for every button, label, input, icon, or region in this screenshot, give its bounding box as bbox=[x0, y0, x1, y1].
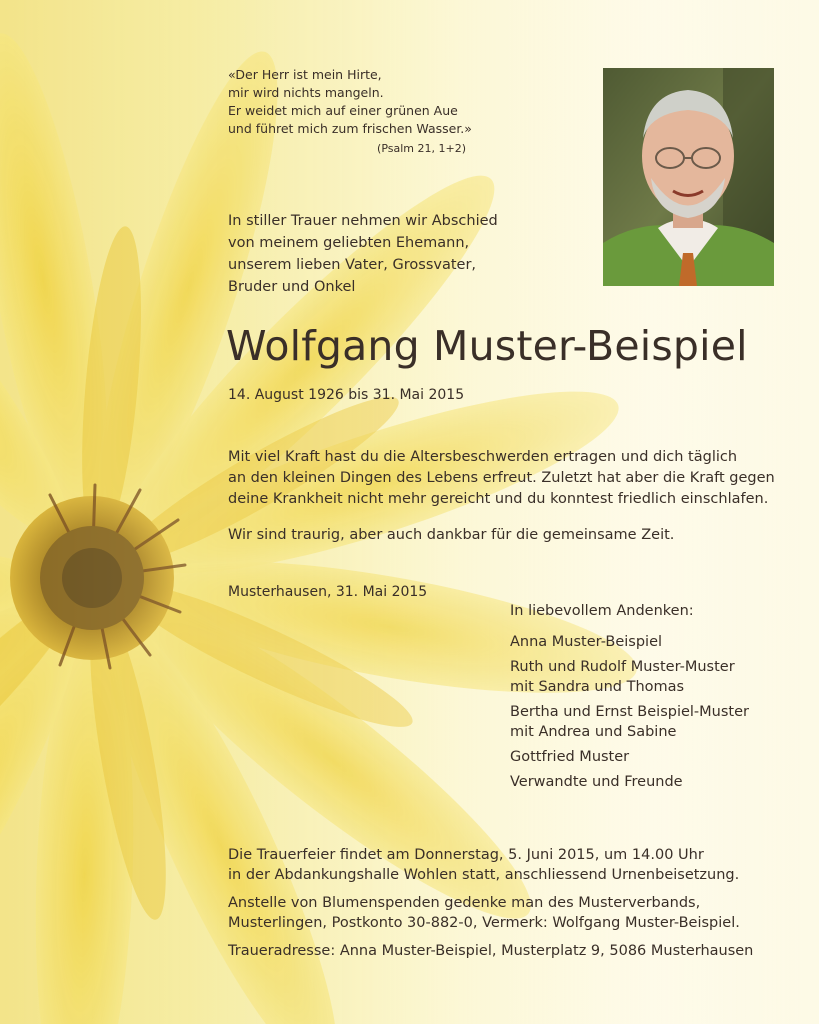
mourner-line: mit Sandra und Thomas bbox=[510, 679, 685, 695]
memory-heading: In liebevollem Andenken: bbox=[510, 603, 694, 619]
mourner-line: mit Andrea und Sabine bbox=[510, 724, 677, 740]
portrait-photo bbox=[603, 68, 774, 286]
mourner-line: Anna Muster-Beispiel bbox=[510, 634, 663, 650]
psalm-quote bbox=[228, 66, 472, 158]
quote-line: Er weidet mich auf einer grünen Aue bbox=[228, 103, 458, 118]
message-line: an den kleinen Dingen des Lebens erfreut. Zuletzt hat aber die Kraft gegen bbox=[228, 470, 775, 486]
list-item bbox=[510, 747, 749, 767]
farewell-intro bbox=[228, 210, 548, 298]
intro-line: In stiller Trauer nehmen wir Abschied bbox=[228, 213, 498, 229]
memorial-message bbox=[228, 447, 788, 510]
thanks-line: Wir sind traurig, aber auch dankbar für die gemeinsame Zeit. bbox=[228, 527, 675, 543]
intro-line: von meinem geliebten Ehemann, bbox=[228, 235, 470, 251]
quote-line: und führet mich zum frischen Wasser.» bbox=[228, 121, 472, 136]
list-item bbox=[510, 702, 749, 742]
quote-reference: (Psalm 21, 1+2) bbox=[377, 142, 466, 155]
intro-line: Bruder und Onkel bbox=[228, 279, 356, 295]
deceased-name: Wolfgang Muster-Beispiel bbox=[226, 322, 748, 370]
message-line: deine Krankheit nicht mehr gereicht und du konntest friedlich einschlafen. bbox=[228, 491, 769, 507]
list-item bbox=[510, 632, 749, 652]
intro-line: unserem lieben Vater, Grossvater, bbox=[228, 257, 477, 273]
donation-line: Musterlingen, Postkonto 30-882-0, Vermerk: Wolfgang Muster-Beispiel. bbox=[228, 915, 740, 931]
funeral-line: Die Trauerfeier findet am Donnerstag, 5. Juni 2015, um 14.00 Uhr bbox=[228, 847, 704, 863]
mourner-line: Ruth und Rudolf Muster-Muster bbox=[510, 659, 735, 675]
list-item bbox=[510, 772, 749, 792]
life-dates: 14. August 1926 bis 31. Mai 2015 bbox=[228, 387, 465, 403]
mourner-line: Bertha und Ernst Beispiel-Muster bbox=[510, 704, 749, 720]
donation-line: Anstelle von Blumenspenden gedenke man des Musterverbands, bbox=[228, 895, 701, 911]
quote-line: «Der Herr ist mein Hirte, bbox=[228, 67, 382, 82]
message-line: Mit viel Kraft hast du die Altersbeschwerden ertragen und dich täglich bbox=[228, 449, 738, 465]
quote-line: mir wird nichts mangeln. bbox=[228, 85, 384, 100]
mourner-line: Verwandte und Freunde bbox=[510, 774, 683, 790]
funeral-line: in der Abdankungshalle Wohlen statt, anschliessend Urnenbeisetzung. bbox=[228, 867, 740, 883]
mourning-address: Traueradresse: Anna Muster-Beispiel, Musterplatz 9, 5086 Musterhausen bbox=[228, 943, 754, 959]
mourners-list bbox=[510, 632, 749, 797]
funeral-info bbox=[228, 845, 788, 885]
place-date: Musterhausen, 31. Mai 2015 bbox=[228, 584, 428, 600]
list-item bbox=[510, 657, 749, 697]
mourner-line: Gottfried Muster bbox=[510, 749, 630, 765]
donation-info bbox=[228, 893, 788, 933]
